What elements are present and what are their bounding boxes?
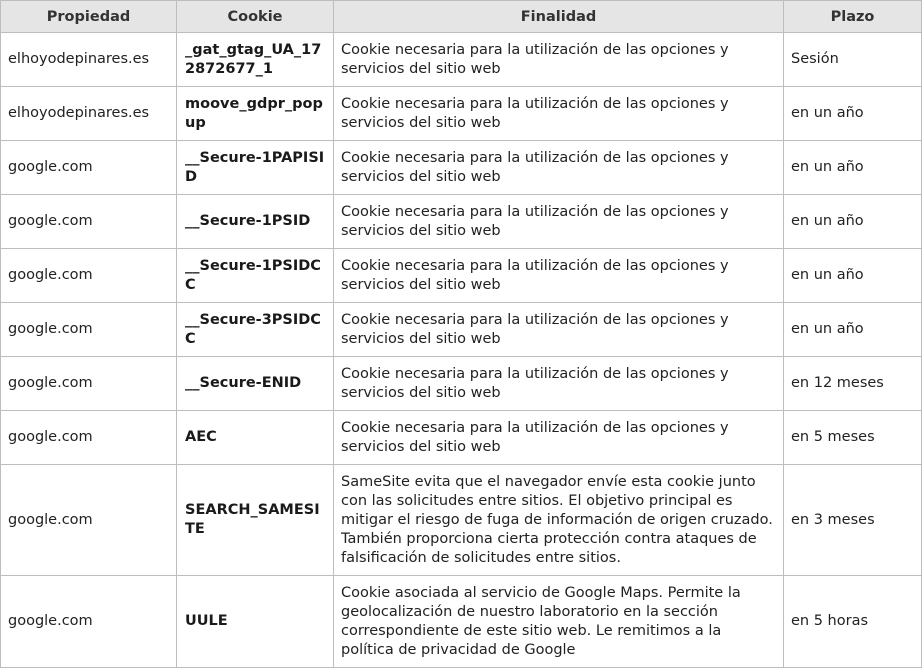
cell-plazo: en un año [784, 87, 922, 141]
cell-propiedad: elhoyodepinares.es [1, 87, 177, 141]
cell-cookie: __Secure-1PSIDCC [177, 249, 334, 303]
cell-propiedad: google.com [1, 465, 177, 576]
cell-cookie: __Secure-1PSID [177, 195, 334, 249]
table-row [1, 465, 922, 576]
table-row [1, 141, 922, 195]
cell-propiedad: google.com [1, 576, 177, 668]
table-row [1, 33, 922, 87]
cell-plazo: en un año [784, 195, 922, 249]
table-header-row [1, 1, 922, 33]
cell-finalidad: Cookie necesaria para la utilización de las opciones y servicios del sitio web [334, 195, 784, 249]
cell-finalidad: Cookie necesaria para la utilización de las opciones y servicios del sitio web [334, 141, 784, 195]
table-row [1, 576, 922, 668]
cell-propiedad: google.com [1, 303, 177, 357]
cell-finalidad: Cookie necesaria para la utilización de las opciones y servicios del sitio web [334, 249, 784, 303]
cell-plazo: en 12 meses [784, 357, 922, 411]
table-row [1, 87, 922, 141]
header-finalidad: Finalidad [334, 1, 784, 33]
cell-cookie: moove_gdpr_popup [177, 87, 334, 141]
cell-cookie: __Secure-1PAPISID [177, 141, 334, 195]
cell-finalidad: Cookie necesaria para la utilización de las opciones y servicios del sitio web [334, 33, 784, 87]
table-row [1, 249, 922, 303]
cell-finalidad: Cookie necesaria para la utilización de las opciones y servicios del sitio web [334, 357, 784, 411]
cell-propiedad: google.com [1, 249, 177, 303]
header-plazo: Plazo [784, 1, 922, 33]
cell-propiedad: google.com [1, 357, 177, 411]
header-propiedad: Propiedad [1, 1, 177, 33]
cell-plazo: en un año [784, 141, 922, 195]
cell-plazo: en un año [784, 303, 922, 357]
table-row [1, 357, 922, 411]
cell-plazo: en un año [784, 249, 922, 303]
cell-plazo: Sesión [784, 33, 922, 87]
header-cookie: Cookie [177, 1, 334, 33]
cell-plazo: en 5 horas [784, 576, 922, 668]
cell-finalidad: SameSite evita que el navegador envíe esta cookie junto con las solicitudes entre sitios. El objetivo principal es mitigar el riesgo de fuga de información de origen cruzado. También proporciona cierta protección contra ataques de falsificación de solicitudes entre sitios. [334, 465, 784, 576]
cell-plazo: en 5 meses [784, 411, 922, 465]
table-row [1, 195, 922, 249]
cell-cookie: __Secure-ENID [177, 357, 334, 411]
table-row [1, 411, 922, 465]
cell-cookie: AEC [177, 411, 334, 465]
cell-propiedad: google.com [1, 141, 177, 195]
cell-propiedad: google.com [1, 195, 177, 249]
cell-plazo: en 3 meses [784, 465, 922, 576]
cell-finalidad: Cookie asociada al servicio de Google Maps. Permite la geolocalización de nuestro laboratorio en la sección correspondiente de este sitio web. Le remitimos a la política de privacidad de Google [334, 576, 784, 668]
cell-finalidad: Cookie necesaria para la utilización de las opciones y servicios del sitio web [334, 303, 784, 357]
cell-cookie: UULE [177, 576, 334, 668]
cell-cookie: __Secure-3PSIDCC [177, 303, 334, 357]
cell-finalidad: Cookie necesaria para la utilización de las opciones y servicios del sitio web [334, 87, 784, 141]
cell-finalidad: Cookie necesaria para la utilización de las opciones y servicios del sitio web [334, 411, 784, 465]
cell-propiedad: elhoyodepinares.es [1, 33, 177, 87]
cell-propiedad: google.com [1, 411, 177, 465]
cell-cookie: _gat_gtag_UA_172872677_1 [177, 33, 334, 87]
cell-cookie: SEARCH_SAMESITE [177, 465, 334, 576]
table-row [1, 303, 922, 357]
